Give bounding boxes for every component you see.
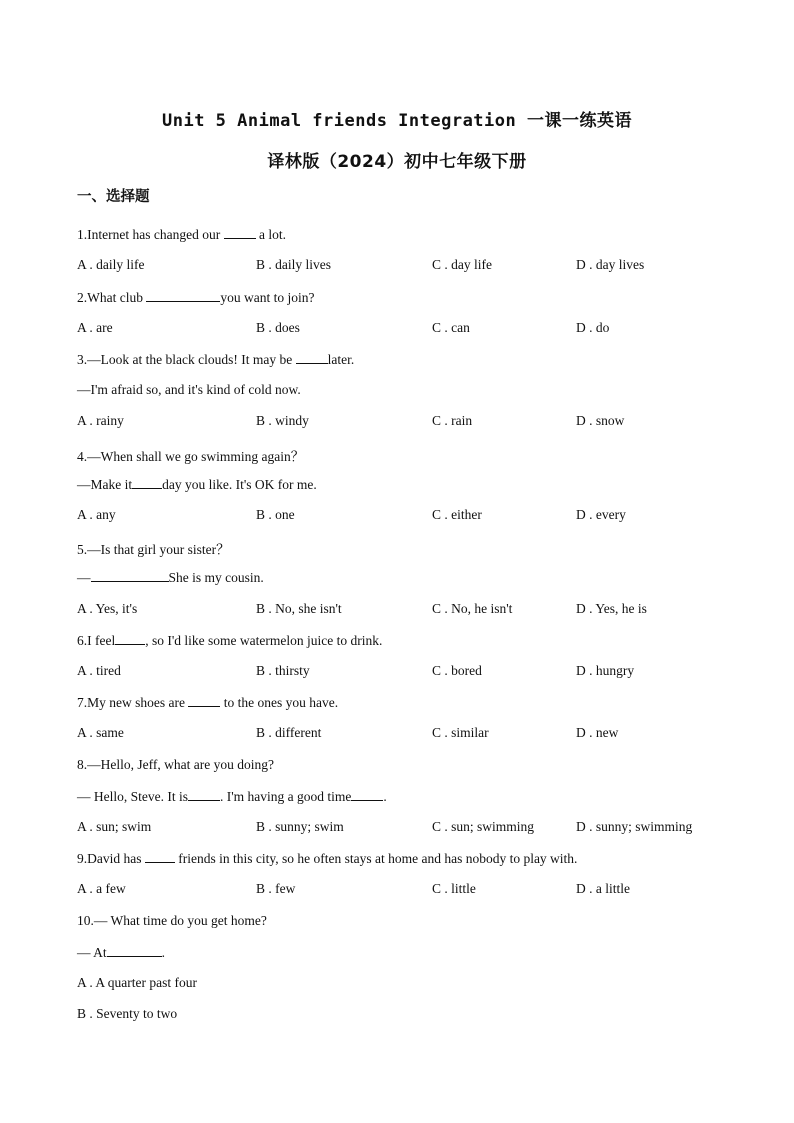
- answer-blank: [224, 226, 256, 239]
- question-4-option-c[interactable]: C . either: [432, 507, 482, 522]
- question-10-option-a[interactable]: A . A quarter past four: [77, 975, 197, 990]
- answer-blank: [91, 569, 169, 582]
- question-3-option-a[interactable]: A . rainy: [77, 413, 124, 428]
- question-text: 6.I feel: [77, 633, 116, 648]
- question-text: .: [161, 945, 166, 960]
- question-10-option-b[interactable]: B . Seventy to two: [77, 1006, 178, 1021]
- question-text: She is my cousin.: [168, 570, 264, 585]
- question-text: —I'm afraid so, and it's kind of cold now.: [77, 382, 301, 397]
- question-text: 7.My new shoes are: [77, 695, 189, 710]
- question-3-option-b[interactable]: B . windy: [256, 413, 309, 428]
- question-10-line-1: [77, 913, 267, 929]
- question-7-option-a[interactable]: A . same: [77, 725, 124, 740]
- question-1-option-c[interactable]: C . day life: [432, 257, 492, 272]
- title-line-2: 译林版（2024）初中七年级下册: [267, 152, 527, 172]
- question-2-option-d[interactable]: D . do: [576, 320, 610, 335]
- question-text: 1.Internet has changed our: [77, 227, 224, 242]
- question-3-line-1: [77, 351, 354, 368]
- question-3-option-d[interactable]: D . snow: [576, 413, 625, 428]
- question-6-option-b[interactable]: B . thirsty: [256, 663, 310, 678]
- question-7-option-b[interactable]: B . different: [256, 725, 322, 740]
- question-4-option-a[interactable]: A . any: [77, 507, 116, 522]
- question-text: you want to join?: [220, 290, 315, 305]
- question-text: 5.—Is that girl your sister？: [77, 542, 230, 557]
- question-text: 3.—Look at the black clouds! It may be: [77, 352, 296, 367]
- question-text: 9.David has: [77, 851, 145, 866]
- question-10-line-2: [77, 944, 165, 961]
- question-9-option-c[interactable]: C . little: [432, 881, 476, 896]
- question-9-option-b[interactable]: B . few: [256, 881, 296, 896]
- question-text: a lot.: [255, 227, 286, 242]
- question-6-option-c[interactable]: C . bored: [432, 663, 482, 678]
- answer-blank: [351, 788, 383, 801]
- question-9-option-a[interactable]: A . a few: [77, 881, 126, 896]
- question-7-line-1: [77, 694, 338, 711]
- question-text: 10.— What time do you get home?: [77, 913, 267, 928]
- question-9-option-d[interactable]: D . a little: [576, 881, 630, 896]
- question-5-line-2: [77, 569, 264, 586]
- question-text: 2.What club: [77, 290, 147, 305]
- answer-blank: [146, 289, 220, 302]
- question-text: .: [383, 789, 387, 804]
- question-text: friends in this city, so he often stays at home and has nobody to play with.: [174, 851, 578, 866]
- question-text: later.: [327, 352, 355, 367]
- question-text: to the ones you have.: [220, 695, 339, 710]
- question-5-line-1: [77, 538, 230, 558]
- question-1-option-a[interactable]: A . daily life: [77, 257, 145, 272]
- question-5-option-b[interactable]: B . No, she isn't: [256, 601, 342, 616]
- question-8-option-b[interactable]: B . sunny; swim: [256, 819, 344, 834]
- question-5-option-c[interactable]: C . No, he isn't: [432, 601, 513, 616]
- answer-blank: [188, 694, 220, 707]
- question-8-line-1: [77, 757, 274, 773]
- question-text: —Make it: [77, 477, 133, 492]
- question-4-option-b[interactable]: B . one: [256, 507, 295, 522]
- answer-blank: [296, 351, 328, 364]
- question-3-line-2: [77, 382, 301, 398]
- question-4-line-1: [77, 445, 304, 465]
- question-text: 4.—When shall we go swimming again？: [77, 449, 305, 464]
- section-title: 一、选择题: [77, 189, 150, 205]
- answer-blank: [188, 788, 220, 801]
- question-4-option-d[interactable]: D . every: [576, 507, 626, 522]
- question-9-line-1: [77, 850, 577, 867]
- question-text: 8.—Hello, Jeff, what are you doing?: [77, 757, 274, 772]
- question-3-option-c[interactable]: C . rain: [432, 413, 473, 428]
- question-4-line-2: [77, 476, 317, 493]
- answer-blank: [145, 850, 175, 863]
- answer-blank: [115, 632, 145, 645]
- question-8-option-d[interactable]: D . sunny; swimming: [576, 819, 693, 834]
- question-8-option-a[interactable]: A . sun; swim: [77, 819, 152, 834]
- question-2-option-a[interactable]: A . are: [77, 320, 113, 335]
- question-8-line-2: [77, 788, 387, 805]
- answer-blank: [107, 944, 162, 957]
- question-7-option-c[interactable]: C . similar: [432, 725, 489, 740]
- question-text: , so I'd like some watermelon juice to drink.: [145, 633, 383, 648]
- question-6-option-a[interactable]: A . tired: [77, 663, 121, 678]
- question-2-option-b[interactable]: B . does: [256, 320, 300, 335]
- question-text: . I'm having a good time: [220, 789, 352, 804]
- question-1-option-d[interactable]: D . day lives: [576, 257, 645, 272]
- question-text: day you like. It's OK for me.: [162, 477, 317, 492]
- question-6-option-d[interactable]: D . hungry: [576, 663, 635, 678]
- question-2-line-1: [77, 289, 314, 306]
- question-1-option-b[interactable]: B . daily lives: [256, 257, 331, 272]
- question-6-line-1: [77, 632, 382, 649]
- question-2-option-c[interactable]: C . can: [432, 320, 470, 335]
- question-5-option-a[interactable]: A . Yes, it's: [77, 601, 138, 616]
- answer-blank: [132, 476, 162, 489]
- question-7-option-d[interactable]: D . new: [576, 725, 619, 740]
- question-text: — At: [77, 945, 107, 960]
- question-1-line-1: [77, 226, 286, 243]
- question-text: —: [77, 570, 91, 585]
- question-5-option-d[interactable]: D . Yes, he is: [576, 601, 647, 616]
- question-8-option-c[interactable]: C . sun; swimming: [432, 819, 535, 834]
- title-line-1: Unit 5 Animal friends Integration 一课一练英语: [162, 111, 632, 131]
- question-text: — Hello, Steve. It is: [77, 789, 188, 804]
